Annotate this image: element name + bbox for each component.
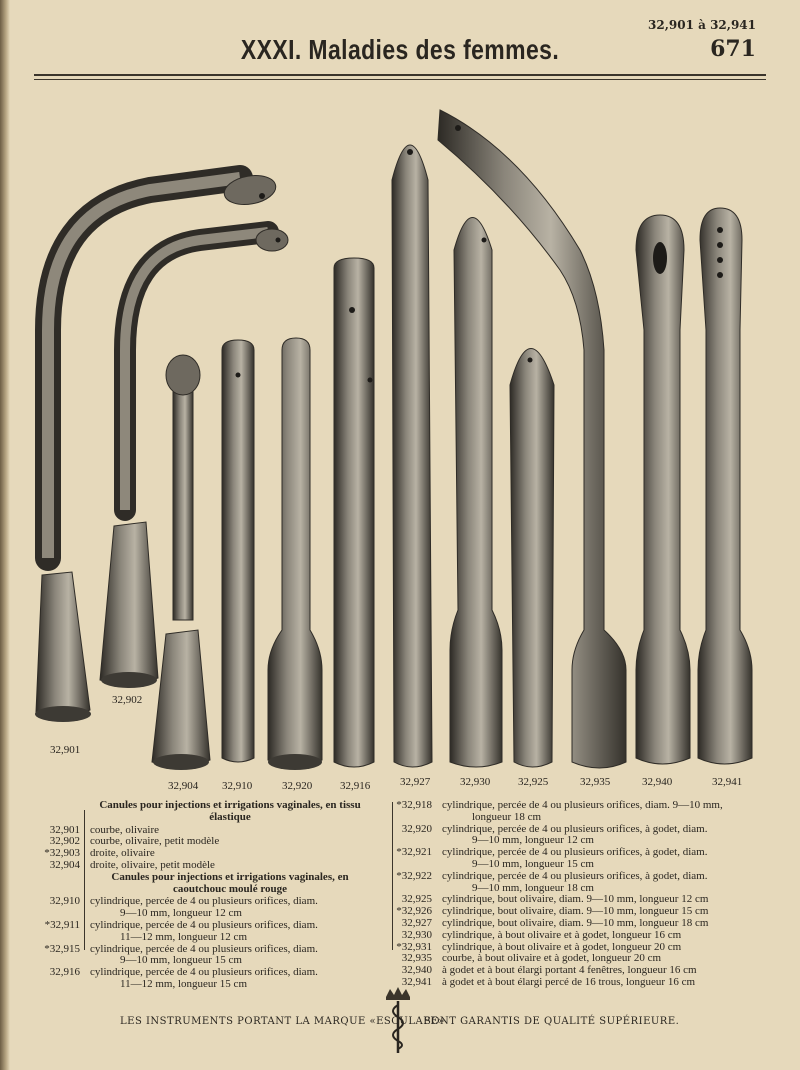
figure-label: 32,940	[642, 776, 673, 788]
section-heading: Canules pour injections et irrigations vaginales, en tissu élastique	[99, 799, 361, 823]
list-item: 32,927 cylindrique, bout olivaire, diam. 9—10 mm, longueur 18 cm	[401, 916, 709, 929]
list-item: 32,902 courbe, olivaire, petit modèle	[49, 835, 220, 848]
figure-label: 32,901	[50, 744, 81, 756]
figure-label: 32,904	[168, 780, 199, 792]
cannula-32927	[392, 145, 432, 767]
cannula-32930	[450, 218, 502, 768]
instrument-illustrations	[0, 90, 800, 790]
figure-label: 32,941	[712, 776, 743, 788]
page-number: 671	[710, 36, 756, 62]
header-rule	[34, 74, 766, 76]
footer-right-text: SONT GARANTIS DE QUALITÉ SUPÉRIEURE.	[424, 1016, 680, 1027]
cannula-32920	[268, 338, 322, 770]
list-item: 32,920 cylindrique, percée de 4 ou plusieurs orifices, à godet, diam. 9—10 mm, longueur 12 cm	[401, 822, 708, 847]
header-rule-thin	[34, 79, 766, 80]
cannula-32925	[510, 349, 554, 768]
item-range: 32,901 à 32,941	[648, 18, 756, 32]
figure-label: 32,920	[282, 780, 313, 792]
list-item: 32,904 droite, olivaire, petit modèle	[49, 858, 215, 871]
section-heading: Canules pour injections et irrigations vaginales, en caoutchouc moulé rouge	[111, 870, 349, 895]
list-item: *32,903 droite, olivaire	[44, 847, 155, 860]
list-item: 32,925 cylindrique, bout olivaire, diam. 9—10 mm, longueur 12 cm	[401, 893, 709, 906]
item-listing	[40, 799, 760, 990]
list-item: *32,911 cylindrique, percée de 4 ou plusieurs orifices, diam. 11—12 mm, longueur 12 cm	[44, 918, 318, 943]
cannula-32941	[698, 208, 752, 764]
list-item: 32,910 cylindrique, percée de 4 ou plusieurs orifices, diam. 9—10 mm, longueur 12 cm	[49, 895, 318, 920]
cannula-32940	[636, 215, 690, 764]
list-item: 32,916 cylindrique, percée de 4 ou plusieurs orifices, diam. 11—12 mm, longueur 15 cm	[49, 966, 318, 990]
figure-label: 32,925	[518, 776, 549, 788]
left-column	[40, 800, 370, 991]
figure-label: 32,902	[112, 694, 143, 706]
figure-label: 32,935	[580, 776, 611, 788]
list-item: 32,941 à godet et à bout élargi percé de 16 trous, longueur 16 cm	[401, 975, 696, 988]
list-item: *32,918 cylindrique, percée de 4 ou plusieurs orifices, diam. 9—10 mm, longueur 18 cm	[396, 799, 723, 823]
cannula-32902	[100, 229, 288, 688]
list-item: *32,922 cylindrique, percée de 4 ou plusieurs orifices, à godet, diam. 9—10 mm, longueur 18 cm	[396, 869, 708, 894]
list-item: *32,921 cylindrique, percée de 4 ou plusieurs orifices, à godet, diam. 9—10 mm, longueur 15 cm	[396, 846, 708, 870]
right-column	[392, 800, 764, 989]
list-item: 32,940 à godet et à bout élargi portant 4 fenêtres, longueur 16 cm	[401, 964, 697, 977]
figure-label: 32,910	[222, 780, 253, 792]
list-item: 32,935 courbe, à bout olivaire et à godet, longueur 20 cm	[401, 952, 662, 965]
cannula-32910	[222, 340, 254, 762]
footer-left-text: LES INSTRUMENTS PORTANT LA MARQUE «ESCULAPE»	[120, 1016, 445, 1027]
list-item: 32,901 courbe, olivaire	[49, 823, 160, 836]
cannula-32916	[334, 258, 374, 767]
list-item: *32,926 cylindrique, bout olivaire, diam. 9—10 mm, longueur 15 cm	[396, 905, 709, 918]
list-item: 32,930 cylindrique, à bout olivaire et à godet, longueur 16 cm	[401, 928, 682, 941]
cannula-32904	[152, 355, 210, 770]
figure-label: 32,916	[340, 780, 371, 792]
figure-label: 32,930	[460, 776, 491, 788]
page-title: XXXI. Maladies des femmes.	[240, 34, 560, 65]
list-item: *32,931 cylindrique, à bout olivaire et à godet, longueur 20 cm	[396, 940, 682, 953]
list-item: *32,915 cylindrique, percée de 4 ou plusieurs orifices, diam. 9—10 mm, longueur 15 cm	[44, 942, 318, 967]
figure-label: 32,927	[400, 776, 431, 788]
